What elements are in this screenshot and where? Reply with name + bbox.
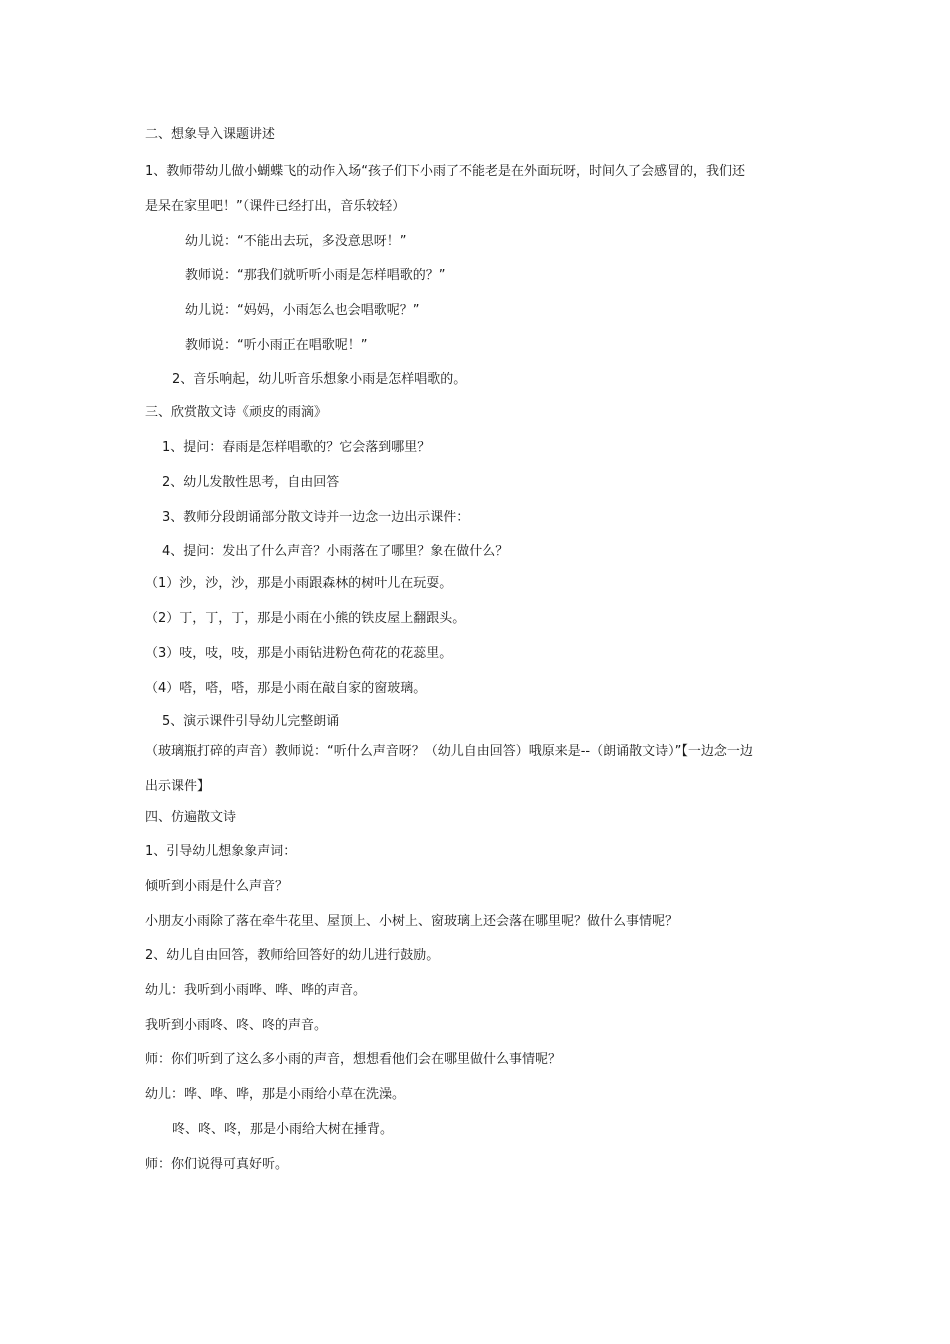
dialogue-line: 幼儿：我听到小雨哗、哗、哗的声音。 [145,983,367,998]
list-item: 5、演示课件引导幼儿完整朗诵 [162,714,340,729]
poem-line: （2）丁，丁，丁，那是小雨在小熊的铁皮屋上翻跟头。 [145,611,466,626]
list-item: 1、提问：春雨是怎样唱歌的？它会落到哪里？ [162,440,431,455]
section-heading: 四、仿遍散文诗 [145,810,237,825]
paragraph-line: 倾听到小雨是什么声音？ [145,879,289,894]
dialogue-line: 咚、咚、咚，那是小雨给大树在捶背。 [172,1122,394,1137]
list-item: 3、教师分段朗诵部分散文诗并一边念一边出示课件： [162,510,470,525]
dialogue-line: 幼儿说：“妈妈，小雨怎么也会唱歌呢？” [185,303,420,318]
paragraph-line: 是呆在家里吧！”（课件已经打出，音乐较轻） [145,199,406,214]
section-heading: 二、想象导入课题讲述 [145,127,276,142]
paragraph-line: 2、音乐响起，幼儿听音乐想象小雨是怎样唱歌的。 [172,372,467,387]
dialogue-line: 教师说：“那我们就听听小雨是怎样唱歌的？” [185,268,446,283]
list-item: 2、幼儿发散性思考，自由回答 [162,475,340,490]
poem-line: （1）沙，沙，沙，那是小雨跟森林的树叶儿在玩耍。 [145,576,453,591]
dialogue-line: 幼儿说：“不能出去玩，多没意思呀！” [185,234,407,249]
section-heading: 三、欣赏散文诗《顽皮的雨滴》 [145,405,328,420]
paragraph-line: （玻璃瓶打碎的声音）教师说：“听什么声音呀？（幼儿自由回答）哦原来是--（朗诵散文诗）”【一边念一边 [145,744,753,759]
list-item: 4、提问：发出了什么声音？小雨落在了哪里？象在做什么？ [162,544,509,559]
list-item: 1、引导幼儿想象象声词： [145,844,297,859]
list-item: 2、幼儿自由回答，教师给回答好的幼儿进行鼓励。 [145,948,440,963]
paragraph-line: 1、教师带幼儿做小蝴蝶飞的动作入场“孩子们下小雨了不能老是在外面玩呀，时间久了会感冒的，我们还 [145,164,746,179]
dialogue-line: 我听到小雨咚、咚、咚的声音。 [145,1018,328,1033]
poem-line: （4）嗒，嗒，嗒，那是小雨在敲自家的窗玻璃。 [145,681,427,696]
paragraph-line: 小朋友小雨除了落在牵牛花里、屋顶上、小树上、窗玻璃上还会落在哪里呢？做什么事情呢？ [145,914,679,929]
dialogue-line: 师：你们听到了这么多小雨的声音，想想看他们会在哪里做什么事情呢？ [145,1052,562,1067]
paragraph-line: 出示课件】 [145,779,211,794]
dialogue-line: 幼儿：哗、哗、哗，那是小雨给小草在洗澡。 [145,1087,406,1102]
dialogue-line: 教师说：“听小雨正在唱歌呢！” [185,338,368,353]
poem-line: （3）吱，吱，吱，那是小雨钻进粉色荷花的花蕊里。 [145,646,453,661]
dialogue-line: 师：你们说得可真好听。 [145,1157,289,1172]
